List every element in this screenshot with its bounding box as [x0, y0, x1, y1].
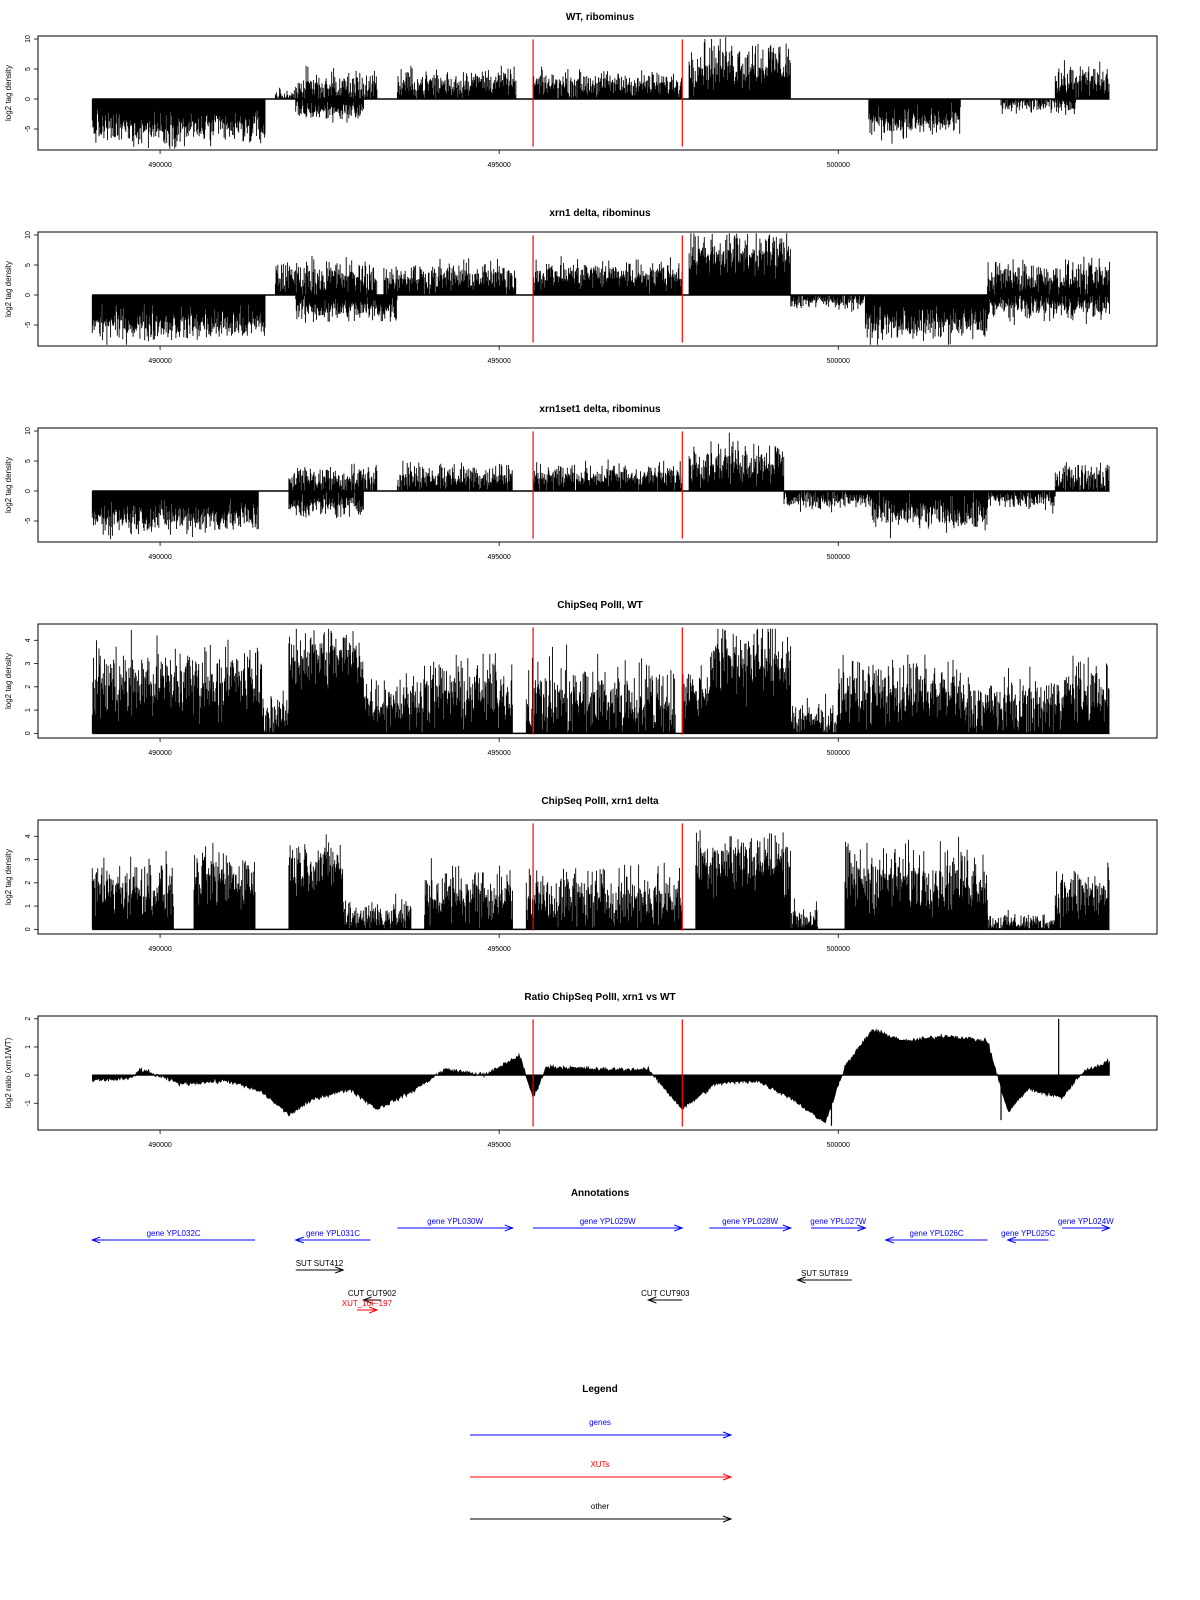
y-tick-label: 2 — [25, 1016, 32, 1021]
x-tick-label: 495000 — [487, 1142, 511, 1149]
x-tick-label: 490000 — [148, 554, 172, 561]
x-tick-label: 500000 — [826, 554, 850, 561]
y-tick-label: 10 — [25, 231, 32, 239]
y-tick-label: 5 — [25, 67, 32, 71]
y-tick-label: -5 — [25, 517, 32, 525]
feature-label: gene YPL025C — [1001, 1229, 1056, 1238]
x-tick-label: 490000 — [148, 946, 172, 953]
x-tick-label: 500000 — [826, 162, 850, 169]
feature-label: SUT SUT412 — [295, 1259, 344, 1268]
signal-bars — [92, 233, 1109, 345]
annotation-feature — [296, 1229, 371, 1243]
x-tick-label: 500000 — [826, 750, 850, 757]
y-tick-label: 5 — [25, 459, 32, 463]
annotation-feature — [810, 1217, 866, 1231]
legend-item-genes — [470, 1418, 731, 1438]
legend-item-XUTs — [470, 1460, 731, 1480]
y-tick-label: 2 — [25, 880, 32, 885]
feature-label: SUT SUT819 — [800, 1269, 849, 1278]
feature-label: gene YPL032C — [146, 1229, 201, 1238]
x-tick-label: 495000 — [487, 750, 511, 757]
x-tick-label: 495000 — [487, 946, 511, 953]
data-series — [92, 629, 1109, 734]
chart-panel-6 — [4, 992, 1157, 1149]
chart-title: WT, ribominus — [565, 12, 635, 23]
legend-item-label: XUTs — [590, 1460, 610, 1469]
y-axis-label: log2 tag density — [4, 260, 13, 318]
y-axis-label: log2 tag density — [4, 848, 13, 906]
y-tick-label: 0 — [25, 731, 32, 736]
annotations-title: Annotations — [570, 1188, 630, 1199]
annotation-feature — [397, 1217, 512, 1231]
signal-bars — [92, 37, 1109, 149]
ratio-area — [92, 1029, 1109, 1123]
chart-title: ChipSeq PolII, WT — [557, 600, 643, 611]
y-tick-label: 3 — [25, 857, 32, 862]
annotation-feature — [886, 1229, 988, 1243]
chart-title: ChipSeq PolII, xrn1 delta — [541, 796, 659, 807]
annotations-track — [92, 1188, 1114, 1313]
chart-panel-5 — [4, 796, 1157, 953]
x-tick-label: 495000 — [487, 554, 511, 561]
annotation-feature — [1058, 1217, 1114, 1231]
x-tick-label: 500000 — [826, 1142, 850, 1149]
annotation-feature — [342, 1299, 393, 1313]
y-tick-label: -5 — [25, 321, 32, 329]
x-tick-label: 490000 — [148, 750, 172, 757]
x-tick-label: 490000 — [148, 162, 172, 169]
feature-label: XUT_16F-197 — [341, 1299, 393, 1308]
y-tick-label: 0 — [25, 1073, 32, 1078]
x-tick-label: 500000 — [826, 946, 850, 953]
feature-label: gene YPL028W — [722, 1217, 779, 1226]
y-tick-label: 10 — [25, 427, 32, 435]
legend — [470, 1384, 731, 1522]
chart-title: xrn1 delta, ribominus — [549, 208, 651, 219]
y-tick-label: 1 — [25, 708, 32, 713]
feature-label: gene YPL026C — [909, 1229, 964, 1238]
x-tick-label: 495000 — [487, 358, 511, 365]
chart-title: xrn1set1 delta, ribominus — [539, 404, 661, 415]
annotation-feature — [1001, 1229, 1055, 1243]
y-tick-label: 3 — [25, 661, 32, 666]
y-tick-label: 5 — [25, 263, 32, 267]
y-tick-label: 0 — [25, 293, 32, 297]
y-tick-label: 2 — [25, 684, 32, 689]
annotation-feature — [709, 1217, 790, 1231]
y-tick-label: 1 — [25, 1045, 32, 1049]
x-tick-label: 500000 — [826, 358, 850, 365]
signal-bars — [92, 830, 1109, 929]
feature-label: CUT CUT903 — [641, 1289, 690, 1298]
y-axis-label: log2 tag density — [4, 456, 13, 514]
x-tick-label: 495000 — [487, 162, 511, 169]
signal-bars — [92, 433, 1109, 540]
annotation-feature — [296, 1259, 344, 1273]
feature-label: gene YPL029W — [579, 1217, 636, 1226]
data-series — [92, 830, 1109, 929]
legend-item-label: genes — [589, 1418, 611, 1427]
annotation-feature — [798, 1269, 852, 1283]
chart-title: Ratio ChipSeq PolII, xrn1 vs WT — [524, 992, 676, 1003]
y-axis-label: log2 tag density — [4, 652, 13, 710]
y-tick-label: -1 — [25, 1100, 32, 1107]
legend-title: Legend — [582, 1384, 618, 1395]
feature-label: gene YPL031C — [305, 1229, 361, 1238]
data-series — [92, 433, 1109, 540]
y-axis-label: log2 ratio (xrn1/WT) — [4, 1037, 13, 1109]
annotation-feature — [641, 1289, 690, 1303]
chart-panel-1 — [4, 12, 1157, 169]
y-tick-label: 10 — [25, 35, 32, 43]
y-tick-label: 4 — [25, 638, 32, 643]
signal-bars — [92, 629, 1109, 734]
feature-label: gene YPL030W — [427, 1217, 484, 1226]
y-tick-label: -5 — [25, 125, 32, 133]
annotation-feature — [533, 1217, 682, 1231]
chart-panel-4 — [4, 600, 1157, 757]
feature-label: gene YPL027W — [810, 1217, 867, 1226]
data-series — [92, 37, 1109, 149]
feature-label: gene YPL024W — [1057, 1217, 1114, 1226]
y-tick-label: 0 — [25, 489, 32, 493]
y-tick-label: 4 — [25, 834, 32, 839]
legend-item-label: other — [590, 1502, 610, 1511]
y-tick-label: 0 — [25, 927, 32, 932]
chart-panel-2 — [4, 208, 1157, 365]
feature-label: CUT CUT902 — [347, 1289, 397, 1298]
y-axis-label: log2 tag density — [4, 64, 13, 122]
data-series — [92, 233, 1109, 345]
annotation-feature — [92, 1229, 255, 1243]
chart-panel-3 — [4, 404, 1157, 561]
data-series — [92, 1019, 1109, 1126]
x-tick-label: 490000 — [148, 1142, 172, 1149]
x-tick-label: 490000 — [148, 358, 172, 365]
legend-item-other — [470, 1502, 731, 1522]
y-tick-label: 0 — [25, 97, 32, 101]
y-tick-label: 1 — [25, 904, 32, 909]
